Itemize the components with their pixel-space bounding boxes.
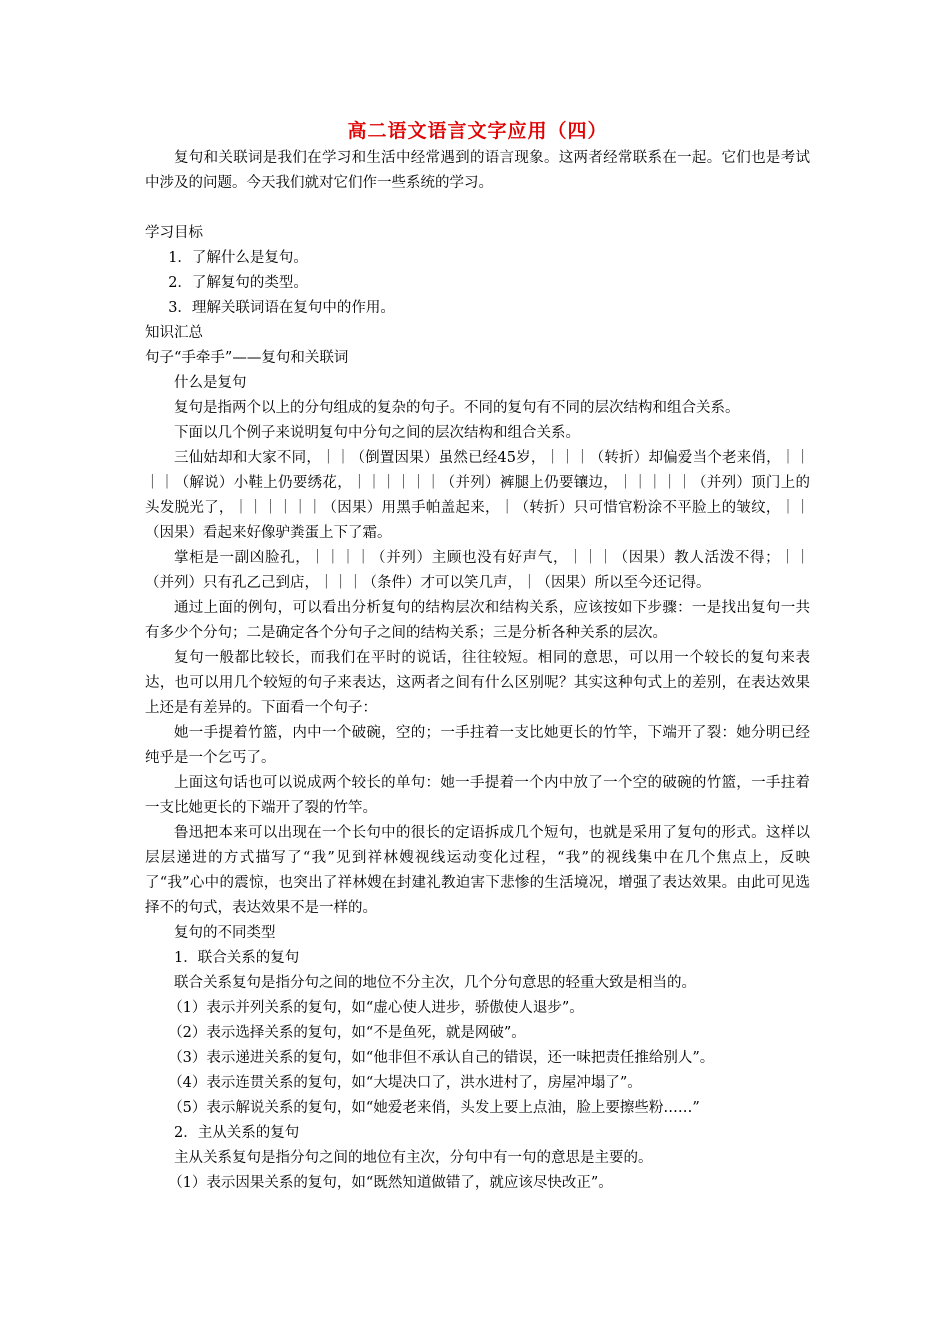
body-paragraph: 上面这句话也可以说成两个较长的单句：她一手提着一个内中放了一个空的破碗的竹篮，一手拄着一支比她更长的下端开了裂的竹竿。 [145, 775, 810, 816]
body-paragraph: 下面以几个例子来说明复句中分句之间的层次结构和组合关系。 [174, 425, 580, 441]
type2-heading: 2．主从关系的复句 [174, 1125, 300, 1141]
what-heading: 什么是复句 [174, 375, 247, 391]
body-paragraph: 通过上面的例句，可以看出分析复句的结构层次和结构关系，应该按如下步骤：一是找出复句一共有多少个分句；二是确定各个分句子之间的结构关系；三是分析各种关系的层次。 [145, 600, 810, 641]
body-paragraph: 鲁迅把本来可以出现在一个长句中的很长的定语拆成几个短句，也就是采用了复句的形式。这样以层层递进的方式描写了“我”见到祥林嫂视线运动变化过程，“我”的视线集中在几个焦点上，反映了“我”心中的震惊，也突出了祥林嫂在封建礼教迫害下悲惨的生活境况，增强了表达效果。由此可见选择不的句式，表达效果不是一样的。 [145, 825, 810, 916]
body-paragraph: 复句一般都比较长，而我们在平时的说话，往往较短。相同的意思，可以用一个较长的复句来表达，也可以用几个较短的句子来表达，这两者之间有什么区别呢？其实这种句式上的差别，在表达效果上还是有差异的。下面看一个句子： [145, 650, 810, 716]
intro-paragraph: 复句和关联词是我们在学习和生活中经常遇到的语言现象。这两者经常联系在一起。它们也是考试中涉及的问题。今天我们就对它们作一些系统的学习。 [145, 150, 810, 191]
goal-item: 3．理解关联词语在复句中的作用。 [168, 300, 395, 316]
example-paragraph: 掌柜是一副凶脸孔，｜｜｜｜（并列）主顾也没有好声气，｜｜｜（因果）教人活泼不得；｜｜（并列）只有孔乙己到店，｜｜｜（条件）才可以笑几声，｜（因果）所以至今还记得。 [145, 550, 810, 591]
type1-description: 联合关系复句是指分句之间的地位不分主次，几个分句意思的轻重大致是相当的。 [174, 975, 696, 991]
body-paragraph: 复句是指两个以上的分句组成的复杂的句子。不同的复句有不同的层次结构和组合关系。 [174, 400, 740, 416]
spacer [145, 196, 810, 221]
type1-item: （4）表示连贯关系的复句，如“大堤决口了，洪水进村了，房屋冲塌了”。 [168, 1075, 642, 1091]
document-page [145, 118, 810, 1196]
goal-item: 1．了解什么是复句。 [168, 250, 308, 266]
type2-item: （1）表示因果关系的复句，如“既然知道做错了，就应该尽快改正”。 [168, 1175, 613, 1191]
goal-item: 2．了解复句的类型。 [168, 275, 308, 291]
goals-heading: 学习目标 [145, 225, 203, 241]
type1-item: （2）表示选择关系的复句，如“不是鱼死，就是网破”。 [168, 1025, 526, 1041]
type2-description: 主从关系复句是指分句之间的地位有主次，分句中有一句的意思是主要的。 [174, 1150, 653, 1166]
type1-item: （5）表示解说关系的复句，如“她爱老来俏，头发上要上点油，脸上要擦些粉……” [168, 1100, 700, 1116]
document-title: 高二语文语言文字应用（四） [347, 120, 608, 142]
type1-item: （3）表示递进关系的复句，如“他非但不承认自己的错误，还一味把责任推给别人”。 [168, 1050, 715, 1066]
example-paragraph: 三仙姑却和大家不同，｜｜（倒置因果）虽然已经45岁，｜｜｜（转折）却偏爱当个老来俏，｜｜｜｜（解说）小鞋上仍要绣花，｜｜｜｜｜｜（并列）裤腿上仍要镶边，｜｜｜｜｜（并列）顶门上的头发脱光了，｜｜｜｜｜｜（因果）用黑手帕盖起来，｜（转折）只可惜官粉涂不平脸上的皱纹，｜｜（因果）看起来好像驴粪蛋上下了霜。 [145, 450, 810, 541]
section-title: 句子“手牵手”——复句和关联词 [145, 350, 349, 366]
example-paragraph: 她一手提着竹篮，内中一个破碗，空的；一手拄着一支比她更长的竹竿，下端开了裂：她分明已经纯乎是一个乞丐了。 [145, 725, 810, 766]
knowledge-heading: 知识汇总 [145, 325, 203, 341]
type1-heading: 1．联合关系的复句 [174, 950, 300, 966]
types-heading: 复句的不同类型 [174, 925, 276, 941]
type1-item: （1）表示并列关系的复句，如“虚心使人进步，骄傲使人退步”。 [168, 1000, 584, 1016]
